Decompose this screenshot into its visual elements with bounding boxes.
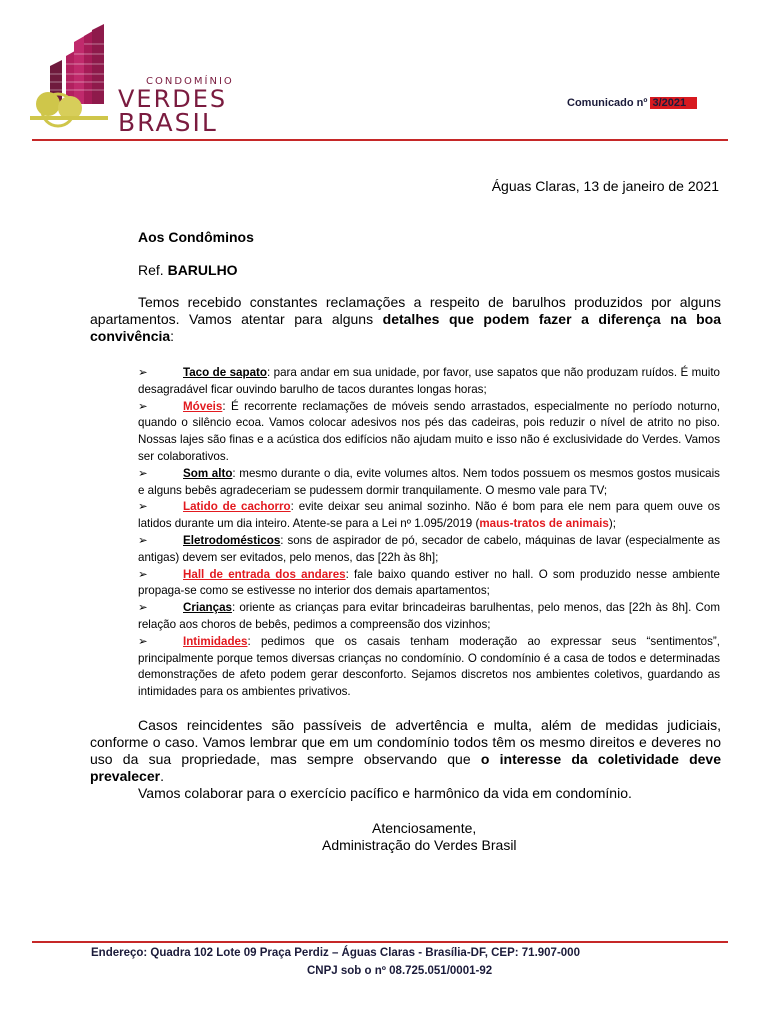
arrow-bullet-icon: ➢ (138, 601, 148, 615)
item-red-note: maus-tratos de animais (479, 517, 609, 531)
logo-line1: VERDES (118, 85, 228, 113)
item-title: Intimidades (183, 634, 248, 648)
intro-end: : (170, 328, 175, 344)
item-body: mesmo durante o dia, evite volumes altos. Nem todos possuem os mesmos gostos musicais e alguns bebês agradeceriam se pudessem dormir tranquilamente. O mesmo vale para TV; (138, 466, 720, 497)
comunicado-label: Comunicado nº (567, 97, 648, 109)
list-item (138, 399, 720, 466)
item-title: Móveis (183, 399, 223, 413)
noise-items-list (138, 365, 720, 701)
logo-small-text: CONDOMÍNIO (146, 76, 234, 87)
logo-wordmark (118, 76, 234, 135)
intro-paragraph (90, 294, 721, 345)
signature-name: Administração do Verdes Brasil (322, 837, 517, 853)
header-divider (32, 139, 728, 141)
comunicado-number: 3/2021 (650, 97, 697, 109)
arrow-bullet-icon: ➢ (138, 500, 148, 514)
list-item (138, 365, 720, 399)
arrow-bullet-icon: ➢ (138, 567, 148, 581)
salutation: Aos Condôminos (138, 229, 254, 245)
closing-end: . (160, 768, 164, 784)
footer-divider (32, 941, 728, 943)
signature-greeting: Atenciosamente, (372, 820, 477, 836)
item-separator: : (345, 567, 355, 581)
item-separator: : (266, 366, 274, 379)
arrow-bullet-icon: ➢ (138, 466, 148, 480)
item-body: evite deixar seu animal sozinho. Não é bom para ele nem para quem ouve os latidos durante um dia inteiro. Atente-se para a Lei nº 1.095/2019 ( (138, 500, 720, 531)
logo-line2: BRASIL (118, 108, 218, 137)
item-body: É recorrente reclamações de móveis sendo arrastados, especialmente no período noturno, quando o silêncio ecoa. Vamos colocar adesivos nos pés das cadeiras, pois reduzir o nível de atrito no piso. Nossas lajes são finas e a acústica dos edifícios não ajudam muito e isso não é exclusividade do Verdes. Vamos ser colaborativos. (138, 399, 720, 463)
list-item (138, 533, 720, 567)
closing-line2: Vamos colaborar para o exercício pacífico e harmônico da vida em condomínio. (138, 785, 632, 801)
reference-label: Ref. (138, 262, 164, 278)
list-item (138, 499, 720, 533)
item-separator: : (280, 533, 288, 547)
item-separator: : (247, 634, 261, 648)
arrow-bullet-icon: ➢ (138, 399, 148, 413)
signature-block (322, 820, 517, 854)
arrow-bullet-icon: ➢ (138, 533, 148, 547)
item-separator: : (290, 500, 299, 514)
intro-bold: detalhes que podem fazer a diferença na boa convivência (90, 311, 721, 344)
closing-paragraph (90, 717, 721, 802)
item-body: pedimos que os casais tenham moderação ao expressar seus “sentimentos”, principalmente porque temos diversas crianças no condomínio. O condomínio é a casa de todos e determinadas demonstrações de afeto podem gerar desconforto. Sejamos discretos nos ambientes coletivos, guardando as intimidades para os ambientes privativos. (138, 634, 720, 699)
closing-text: Casos reincidentes são passíveis de advertência e multa, além de medidas judiciais, conforme o caso. Vamos lembrar que em um condomínio todos têm os mesmo direitos e deveres no uso da sua propriedade, mas sempre observando que (90, 717, 721, 767)
item-end: ); (608, 517, 616, 531)
item-title: Taco de sapato (183, 366, 267, 379)
item-separator: : (222, 399, 231, 413)
item-title: Latido de cachorro (183, 500, 291, 514)
footer-cnpj: CNPJ sob o nº 08.725.051/0001-92 (307, 965, 493, 977)
reference-subject: BARULHO (167, 262, 238, 278)
reference-line (138, 262, 238, 279)
comunicado-header (567, 97, 697, 109)
item-body: para andar em sua unidade, por favor, use sapatos que não produzam ruídos. É muito desagradável ficar ouvindo barulho de tacos durantes longas horas; (138, 366, 720, 396)
item-title: Crianças (183, 601, 232, 615)
list-item (138, 600, 720, 634)
item-title: Som alto (183, 466, 233, 480)
item-body: oriente as crianças para evitar brincadeiras barulhentas, pelo menos, das [22h às 8h]. Com relação aos choros de bebês, pedimos a compreensão dos vizinhos; (138, 601, 720, 631)
arrow-bullet-icon: ➢ (138, 366, 148, 379)
list-item (138, 466, 720, 500)
list-item (138, 634, 720, 701)
item-title: Hall de entrada dos andares (183, 567, 346, 581)
closing-bold: o interesse da coletividade deve prevalecer (90, 751, 721, 784)
intro-text: Temos recebido constantes reclamações a respeito de barulhos produzidos por alguns apartamentos. Vamos atentar para alguns (90, 294, 721, 327)
item-title: Eletrodomésticos (183, 533, 281, 547)
item-separator: : (232, 466, 240, 480)
item-body: sons de aspirador de pó, secador de cabelo, máquinas de lavar (especialmente as antigas) devem ser evitados, pelo menos, das [22h às 8h]; (138, 533, 720, 564)
item-separator: : (231, 601, 240, 615)
item-body: fale baixo quando estiver no hall. O som produzido nesse ambiente propaga-se como se estivesse no interior dos demais apartamentos; (138, 567, 720, 598)
letter-date: Águas Claras, 13 de janeiro de 2021 (491, 178, 719, 194)
footer-address: Endereço: Quadra 102 Lote 09 Praça Perdiz – Águas Claras - Brasília-DF, CEP: 71.907-000 (91, 947, 580, 959)
logo (28, 24, 234, 137)
arrow-bullet-icon: ➢ (138, 634, 148, 648)
list-item (138, 567, 720, 601)
